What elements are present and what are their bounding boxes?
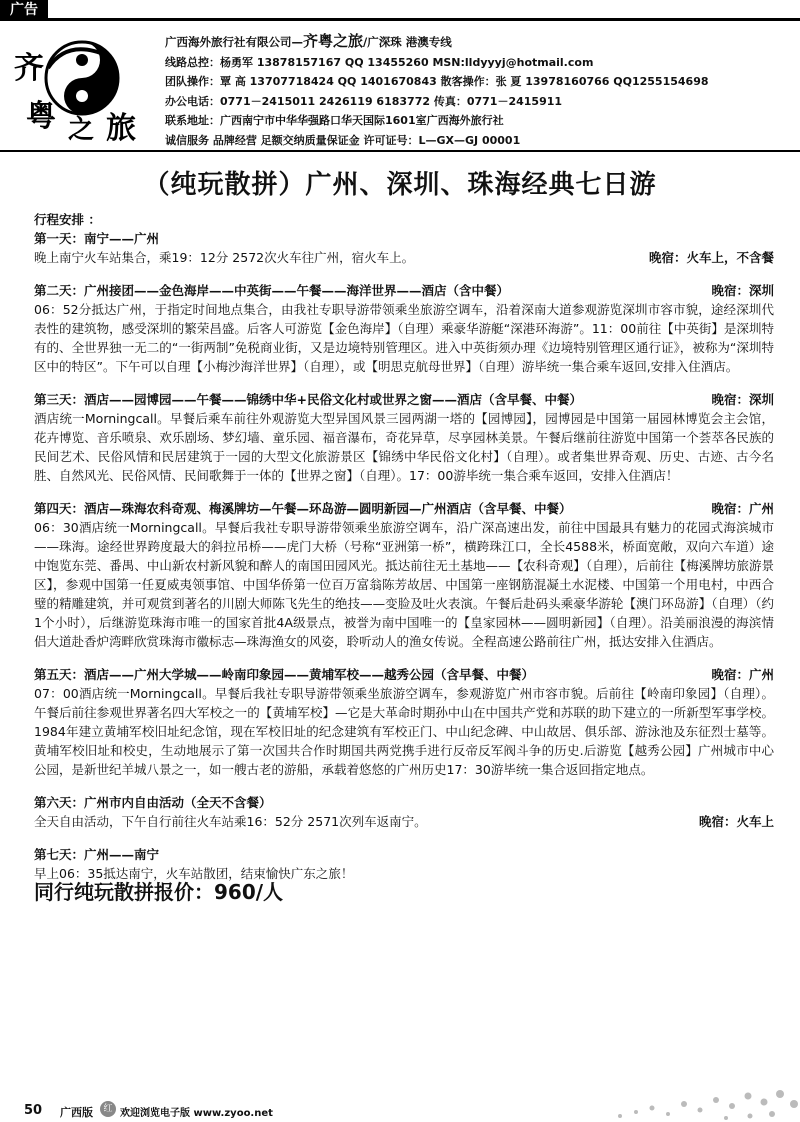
tour-title: （纯玩散拼）广州、深圳、珠海经典七日游: [143, 170, 657, 200]
day-2: [34, 281, 774, 376]
logo-char-3: 之: [68, 115, 95, 145]
day-description: 07：00酒店统一Morningcall。早餐后我社专职导游带领乘坐旅游空调车，参观游览广州市容市貌。后前往【岭南印象园】（自理）。午餐后前往参观世界著名四大军校之一的【黄埔军校】—它是大革命时期孙中山在中国共产党和苏联的助下建立的一所新型军事学校。1984年建立黄埔军校旧址纪念馆，现在军校旧址的纪念建筑有军校正门、中山纪念碑、中山故居、俱乐部、游泳池及东征烈士墓等。黄埔军校旧址和校史，生动地展示了第一次国共合作时期国共两党携手进行反帝反军阀斗争的历史.后游览【越秀公园】广州城市中心公园，是新世纪羊城八景之一，如一艘古老的游船，承载着悠悠的广州历史17：30游毕统一集合返回指定地点。: [34, 686, 774, 777]
logo-char-1: 齐: [14, 51, 44, 86]
day-4: [34, 499, 774, 651]
schedule-label: 行程安排 ：: [34, 212, 101, 227]
day-1: [34, 229, 774, 267]
price: 同行纯玩散拼报价：960/人: [34, 880, 284, 904]
day-6: [34, 793, 774, 831]
lodging: 晚宿：火车上，不含餐: [648, 250, 774, 265]
day-heading: 第四天：酒店—珠海农科奇观、梅溪牌坊—午餐—环岛游—圆明新园—广州酒店（含早餐、中餐） 晚宿：广州: [34, 501, 774, 516]
brand-logo: [8, 28, 148, 146]
day-description: 早上06：35抵达南宁，火车站散团，结束愉快广东之旅！: [34, 866, 354, 881]
day-description: 06：30酒店统一Morningcall。早餐后我社专职导游带领乘坐旅游空调车，沿广深高速出发，前往中国最具有魅力的花园式海滨城市——珠海。途经世界跨度最大的斜拉吊桥——虎门大桥（号称“亚洲第一桥”，横跨珠江口，全长4588米，桥面宽敞，双向六车道）途中饱览东莞、番禺、中山新农村新风貌和醉人的南国田园风光。抵达前往无土基地——【农科奇观】（自理），后前往【梅溪牌坊旅游景区】，参观中国第一任夏威夷领事馆、中国华侨第一位百万富翁陈芳故居、中国第一座钢筋混凝土水泥楼、中国第一个用电村，中西合璧的精雕建筑，并可观赏到著名的川剧大师陈飞先生的绝技——变脸及吐火表演。午餐后赴码头乘豪华游轮【澳门环岛游】（自理）（约1个小时），后继游览珠海市唯一的国家首批4A级景点，被誉为南中国唯一的【皇家园林——圆明新园】（自理）。沿美丽浪漫的海滨情侣大道赴香炉湾畔欣赏珠海市徽标志—珠海渔女的风姿，聆听动人的渔女传说。全程高速公路前往广州，抵达安排入住酒店。: [34, 520, 774, 649]
emblem-icon: 红: [100, 1101, 116, 1117]
edition: 广西版: [60, 1106, 93, 1119]
logo-char-2: 粤: [26, 99, 56, 134]
agency-brand: 齐粤之旅: [303, 32, 364, 50]
ad-tag: 广告: [0, 0, 48, 20]
day-heading: 第一天：南宁——广州: [34, 231, 160, 246]
day-line: 晚上南宁火车站集合，乘19：12分 2572次火车往广州，宿火车上。 晚宿：火车上，不含餐: [34, 250, 774, 265]
header-rule: [0, 150, 800, 152]
agency-route: /广深珠 港澳专线: [363, 35, 452, 49]
license-line: 诚信服务 品牌经营 足额交纳质量保证金 许可证号：L—GX—GJ 00001: [165, 133, 521, 147]
lodging: 晚宿：火车上: [698, 814, 774, 829]
lodging: 晚宿：广州: [711, 667, 774, 682]
route-control-line: 线路总控：杨勇军 13878157167 QQ 13455260 MSN:lldyyyj@hotmail.com: [165, 55, 594, 69]
lodging: 晚宿：深圳: [711, 283, 774, 298]
agency-info: [165, 32, 795, 150]
day-3: [34, 390, 774, 485]
operations-line: 团队操作：覃 高 13707718424 QQ 1401670843 散客操作：张 夏 13978160766 QQ1255154698: [165, 75, 709, 88]
day-heading: 第七天：广州——南宁: [34, 847, 160, 862]
logo-char-4: 旅: [106, 111, 136, 146]
day-heading: 第二天：广州接团——金色海岸——中英街——午餐——海洋世界——酒店（含中餐） 晚宿：深圳: [34, 283, 774, 298]
office-phone-line: 办公电话：0771－2415011 2426119 6183772 传真：0771－2415911: [165, 94, 563, 108]
top-rule: [0, 18, 800, 21]
day-description: 06：52分抵达广州，于指定时间地点集合，由我社专职导游带领乘坐旅游空调车，沿着深南大道参观游览深圳市容市貌，途经深圳代表性的建筑物，感受深圳的繁荣昌盛。后客人可游览【金色海岸】（自理）乘豪华游艇“深港环海游”。11：00前往【中英街】是深圳特有的、全世界独一无二的“一街两制”免税商业街，又是边境特别管理区。进入中英街须办理《边境特别管理区通行证》，被称为“深圳特区中的特区”。下午可以自理【小梅沙海洋世界】（自理），或【明思克航母世界】（自理）游毕统一集合乘车返回,安排入住酒店。: [34, 302, 774, 374]
day-heading: 第三天：酒店——园博园——午餐——锦绣中华+民俗文化村或世界之窗——酒店（含早餐、中餐） 晚宿：深圳: [34, 392, 774, 407]
day-line: 全天自由活动，下午自行前往火车站乘16：52分 2571次列车返南宁。 晚宿：火车上: [34, 814, 774, 829]
day-description: 酒店统一Morningcall。早餐后乘车前往外观游览大型异国风景三园两湖一塔的【园博园】，园博园是中国第一届园林博览会主会馆，花卉博览、音乐喷泉、欢乐剧场、梦幻墙、童乐园、福音瀑布，奇花异草，尽享园林美景。午餐后继前往游览中国第一个荟萃各民族的民间艺术、民俗风情和民居建筑于一园的大型文化旅游景区【锦绣中华民俗文化村】（自理）。或者集世界奇观、历史、古迹、古今名胜、自然风光、民俗风情、民间歌舞于一体的【世界之窗】（自理）。17：00游毕统一集合乘车返回，安排入住酒店！: [34, 411, 774, 483]
page-number: 50: [24, 1103, 43, 1118]
footer: [0, 1096, 800, 1122]
address-line: 联系地址：广西南宁市中华华强路口华天国际1601室广西海外旅行社: [165, 114, 504, 127]
header: [0, 22, 800, 150]
day-heading: 第五天：酒店——广州大学城——岭南印象园——黄埔军校——越秀公园（含早餐、中餐） 晚宿：广州: [34, 667, 774, 682]
day-5: [34, 665, 774, 779]
agency-name-line: [165, 32, 795, 53]
itinerary: [34, 210, 774, 902]
day-7: [34, 845, 774, 883]
website-link[interactable]: 欢迎浏览电子版 www.zyoo.net: [120, 1108, 273, 1119]
lodging: 晚宿：广州: [711, 501, 774, 516]
lodging: 晚宿：深圳: [711, 392, 774, 407]
day-heading: 第六天：广州市内自由活动（全天不含餐）: [34, 795, 272, 810]
agency-company: 广西海外旅行社有限公司—: [165, 35, 303, 49]
